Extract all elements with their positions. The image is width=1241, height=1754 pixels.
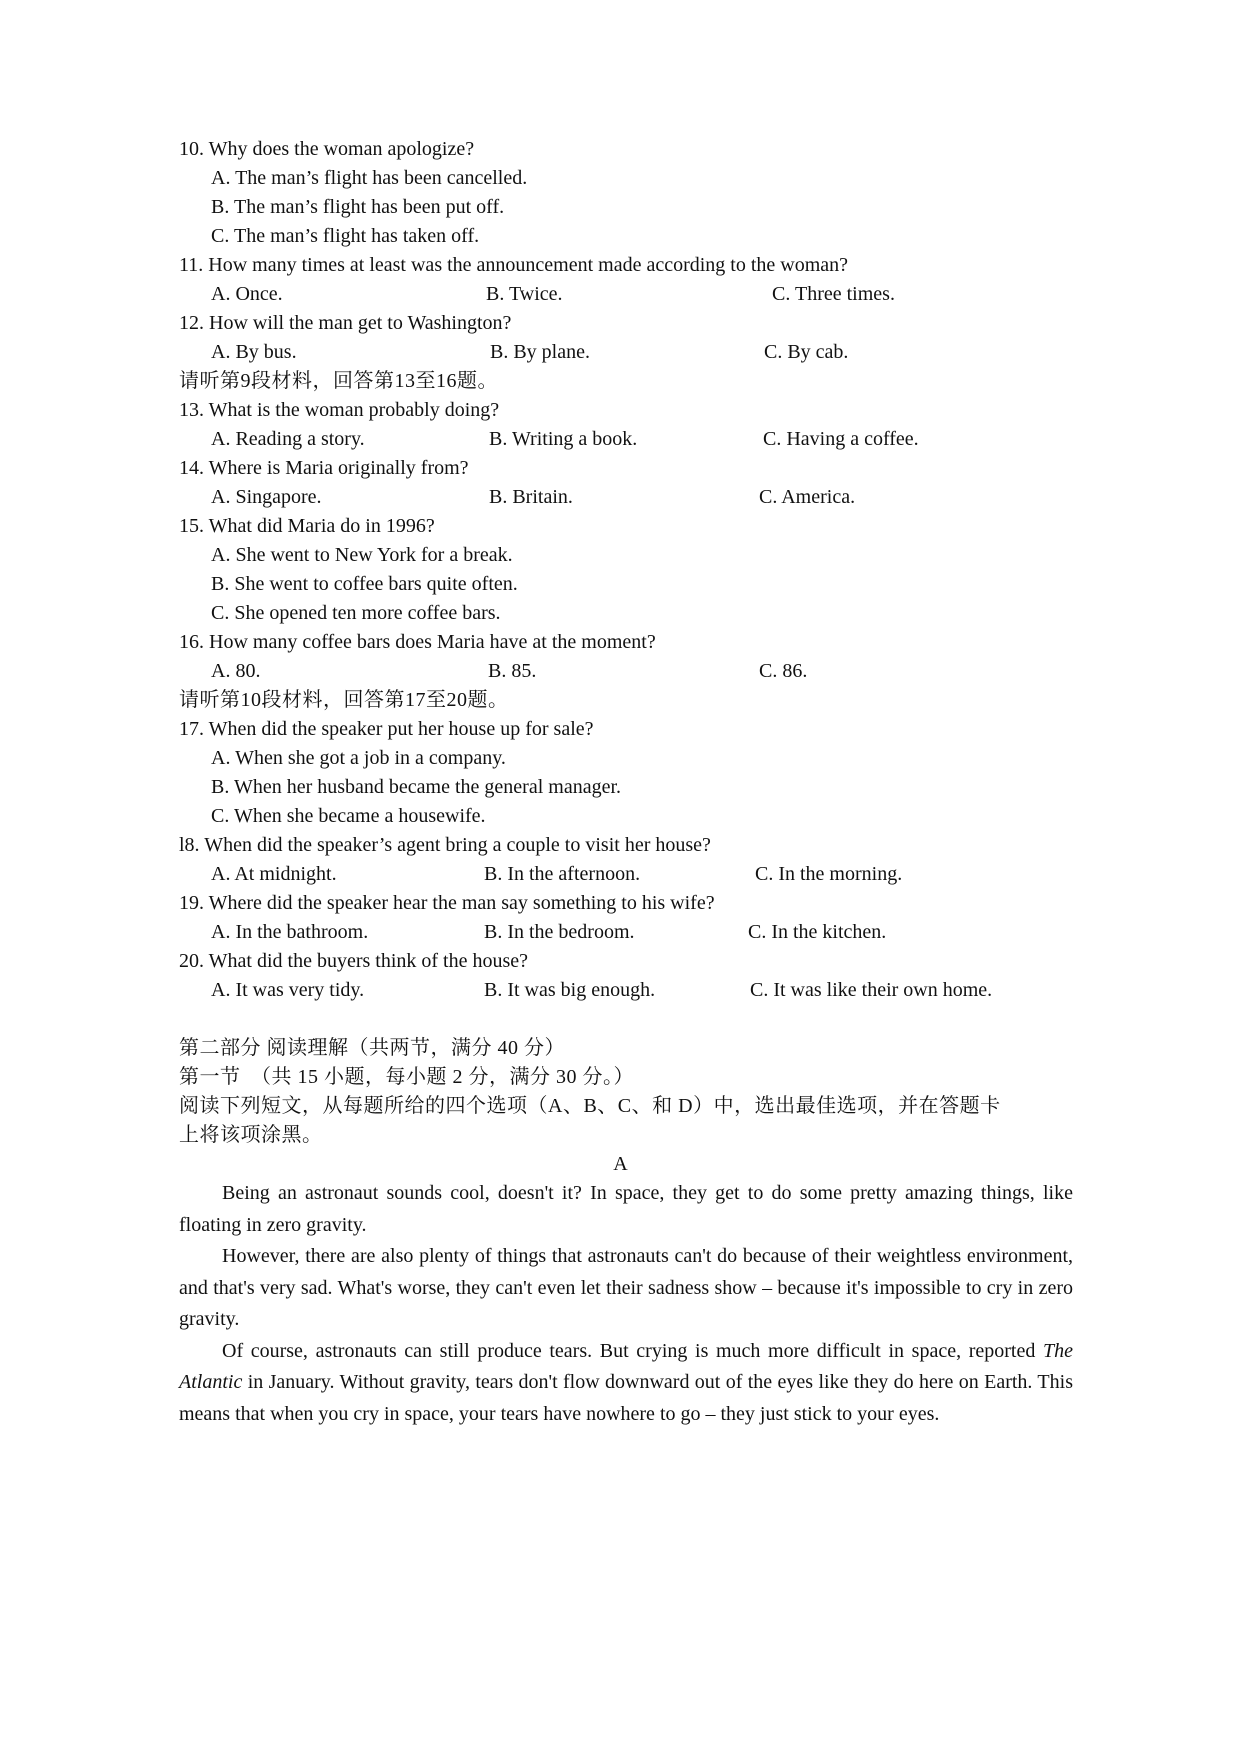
part2-heading: 第二部分 阅读理解（共两节，满分 40 分） [179,1037,565,1059]
question-13: 13. What is the woman probably doing? [179,399,500,421]
option-19c: C. In the kitchen. [748,921,887,943]
question-17: 17. When did the speaker put her house up for sale? [179,718,594,740]
option-20b: B. It was big enough. [484,979,656,1001]
passage-paragraph-2: However, there are also plenty of things that astronauts can't do because of their weightless environment, and that's very sad. What's worse, they can't even let their sadness show – because it's impossible to cry in zero gravity. [179,1245,1073,1330]
option-15c: C. She opened ten more coffee bars. [211,602,501,624]
question-20: 20. What did the buyers think of the house? [179,950,529,972]
question-18: l8. When did the speaker’s agent bring a couple to visit her house? [179,834,711,856]
option-12c: C. By cab. [764,341,849,363]
option-10b: B. The man’s flight has been put off. [211,196,505,218]
option-20c: C. It was like their own home. [750,979,993,1001]
option-13c: C. Having a coffee. [763,428,919,450]
option-18a: A. At midnight. [211,863,337,885]
question-16: 16. How many coffee bars does Maria have at the moment? [179,631,656,653]
option-19a: A. In the bathroom. [211,921,369,943]
option-14b: B. Britain. [489,486,573,508]
option-11a: A. Once. [211,283,283,305]
passage-paragraph-3 [179,1336,1073,1431]
option-16b: B. 85. [488,660,537,682]
passage-paragraph-3-end: in January. Without gravity, tears don't flow downward out of the eyes like they do here on Earth. This means that when you cry in space, your tears have nowhere to go – they just stick to your eyes. [179,1371,1073,1425]
option-12a: A. By bus. [211,341,297,363]
question-11: 11. How many times at least was the announcement made according to the woman? [179,254,849,276]
passage-label: A [613,1153,628,1175]
question-15: 15. What did Maria do in 1996? [179,515,435,537]
option-20a: A. It was very tidy. [211,979,365,1001]
option-15b: B. She went to coffee bars quite often. [211,573,518,595]
publication-title: The Atlantic [179,1339,1073,1393]
option-18c: C. In the morning. [755,863,903,885]
option-14a: A. Singapore. [211,486,322,508]
option-17c: C. When she became a housewife. [211,805,486,827]
option-19b: B. In the bedroom. [484,921,635,943]
option-16a: A. 80. [211,660,261,682]
question-12: 12. How will the man get to Washington? [179,312,512,334]
option-14c: C. America. [759,486,856,508]
option-10c: C. The man’s flight has taken off. [211,225,480,247]
option-10a: A. The man’s flight has been cancelled. [211,167,528,189]
passage-a-body [179,1178,1073,1430]
part2-section1-heading: 第一节 （共 15 小题，每小题 2 分，满分 30 分。） [179,1066,634,1088]
question-14: 14. Where is Maria originally from? [179,457,469,479]
option-17a: A. When she got a job in a company. [211,747,506,769]
option-13a: A. Reading a story. [211,428,365,450]
question-10: 10. Why does the woman apologize? [179,138,475,160]
instruction-material-10: 请听第10段材料，回答第17至20题。 [179,689,509,711]
passage-paragraph-1: Being an astronaut sounds cool, doesn't it? In space, they get to do some pretty amazing things, like floating in zero gravity. [179,1182,1073,1236]
option-15a: A. She went to New York for a break. [211,544,513,566]
question-19: 19. Where did the speaker hear the man say something to his wife? [179,892,715,914]
option-18b: B. In the afternoon. [484,863,641,885]
option-12b: B. By plane. [490,341,590,363]
option-16c: C. 86. [759,660,808,682]
option-11b: B. Twice. [486,283,563,305]
option-17b: B. When her husband became the general manager. [211,776,622,798]
passage-paragraph-3-start: Of course, astronauts can still produce tears. But crying is much more difficult in space, reported [222,1339,1043,1362]
option-11c: C. Three times. [772,283,895,305]
instruction-material-9: 请听第9段材料，回答第13至16题。 [179,370,498,392]
option-13b: B. Writing a book. [489,428,638,450]
part2-instruction-line1: 阅读下列短文，从每题所给的四个选项（A、B、C、和 D）中，选出最佳选项，并在答题卡 [179,1095,1001,1117]
part2-instruction-line2: 上将该项涂黑。 [179,1124,323,1146]
